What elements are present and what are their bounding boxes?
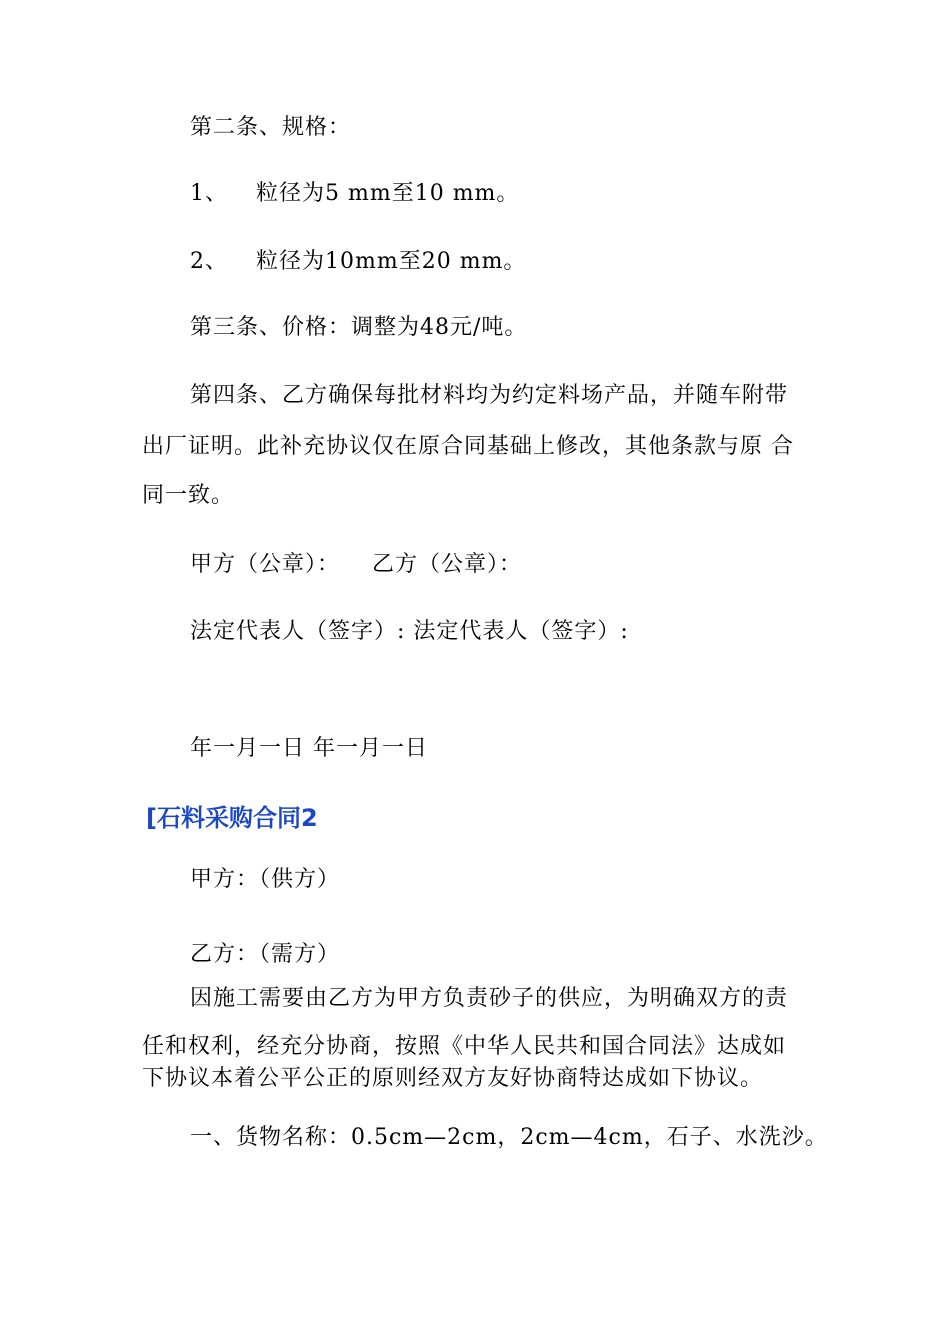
spec-item-2-number: 2、 [190,249,228,274]
spec-item-2 [190,248,526,276]
spec-item-2-text: 粒径为10mm至20 mm。 [256,249,527,274]
intro-line-3: 下协议本着公平公正的原则经双方友好协商特达成如下协议。 [142,1066,764,1091]
article4-line-1: 第四条、乙方确保每批材料均为约定料场产品，并随车附带 [190,383,789,408]
intro-line-1: 因施工需要由乙方为甲方负责砂子的供应，为明确双方的责 [190,986,789,1011]
legal-representative-signatures: 法定代表人（签字）: 法定代表人（签字）: [190,619,629,644]
article2-title: 第二条、规格： [190,115,352,140]
party-seals: 甲方（公章）： 乙方（公章）： [190,552,522,577]
spec-item-1 [190,180,519,208]
article4-line-3: 同一致。 [142,483,235,508]
spec-item-1-text: 粒径为5 mm至10 mm。 [256,181,520,206]
item-1-goods-name: 一、货物名称：0.5cm—2cm，2cm—4cm，石子、水洗沙。 [190,1125,828,1150]
intro-line-2: 任和权利，经充分协商，按照《中华人民共和国合同法》达成如 [142,1034,787,1059]
article3-price: 第三条、价格：调整为48元/吨。 [190,315,528,340]
party-b-buyer: 乙方：（需方） [190,942,341,967]
party-a-supplier: 甲方：（供方） [190,867,341,892]
signature-dates: 年一月一日 年一月一日 [190,736,428,761]
contract2-heading: [石料采购合同2 [146,804,318,832]
spec-item-1-number: 1、 [190,181,228,206]
article4-line-2: 出厂证明。此补充协议仅在原合同基础上修改，其他条款与原 合 [142,434,794,459]
